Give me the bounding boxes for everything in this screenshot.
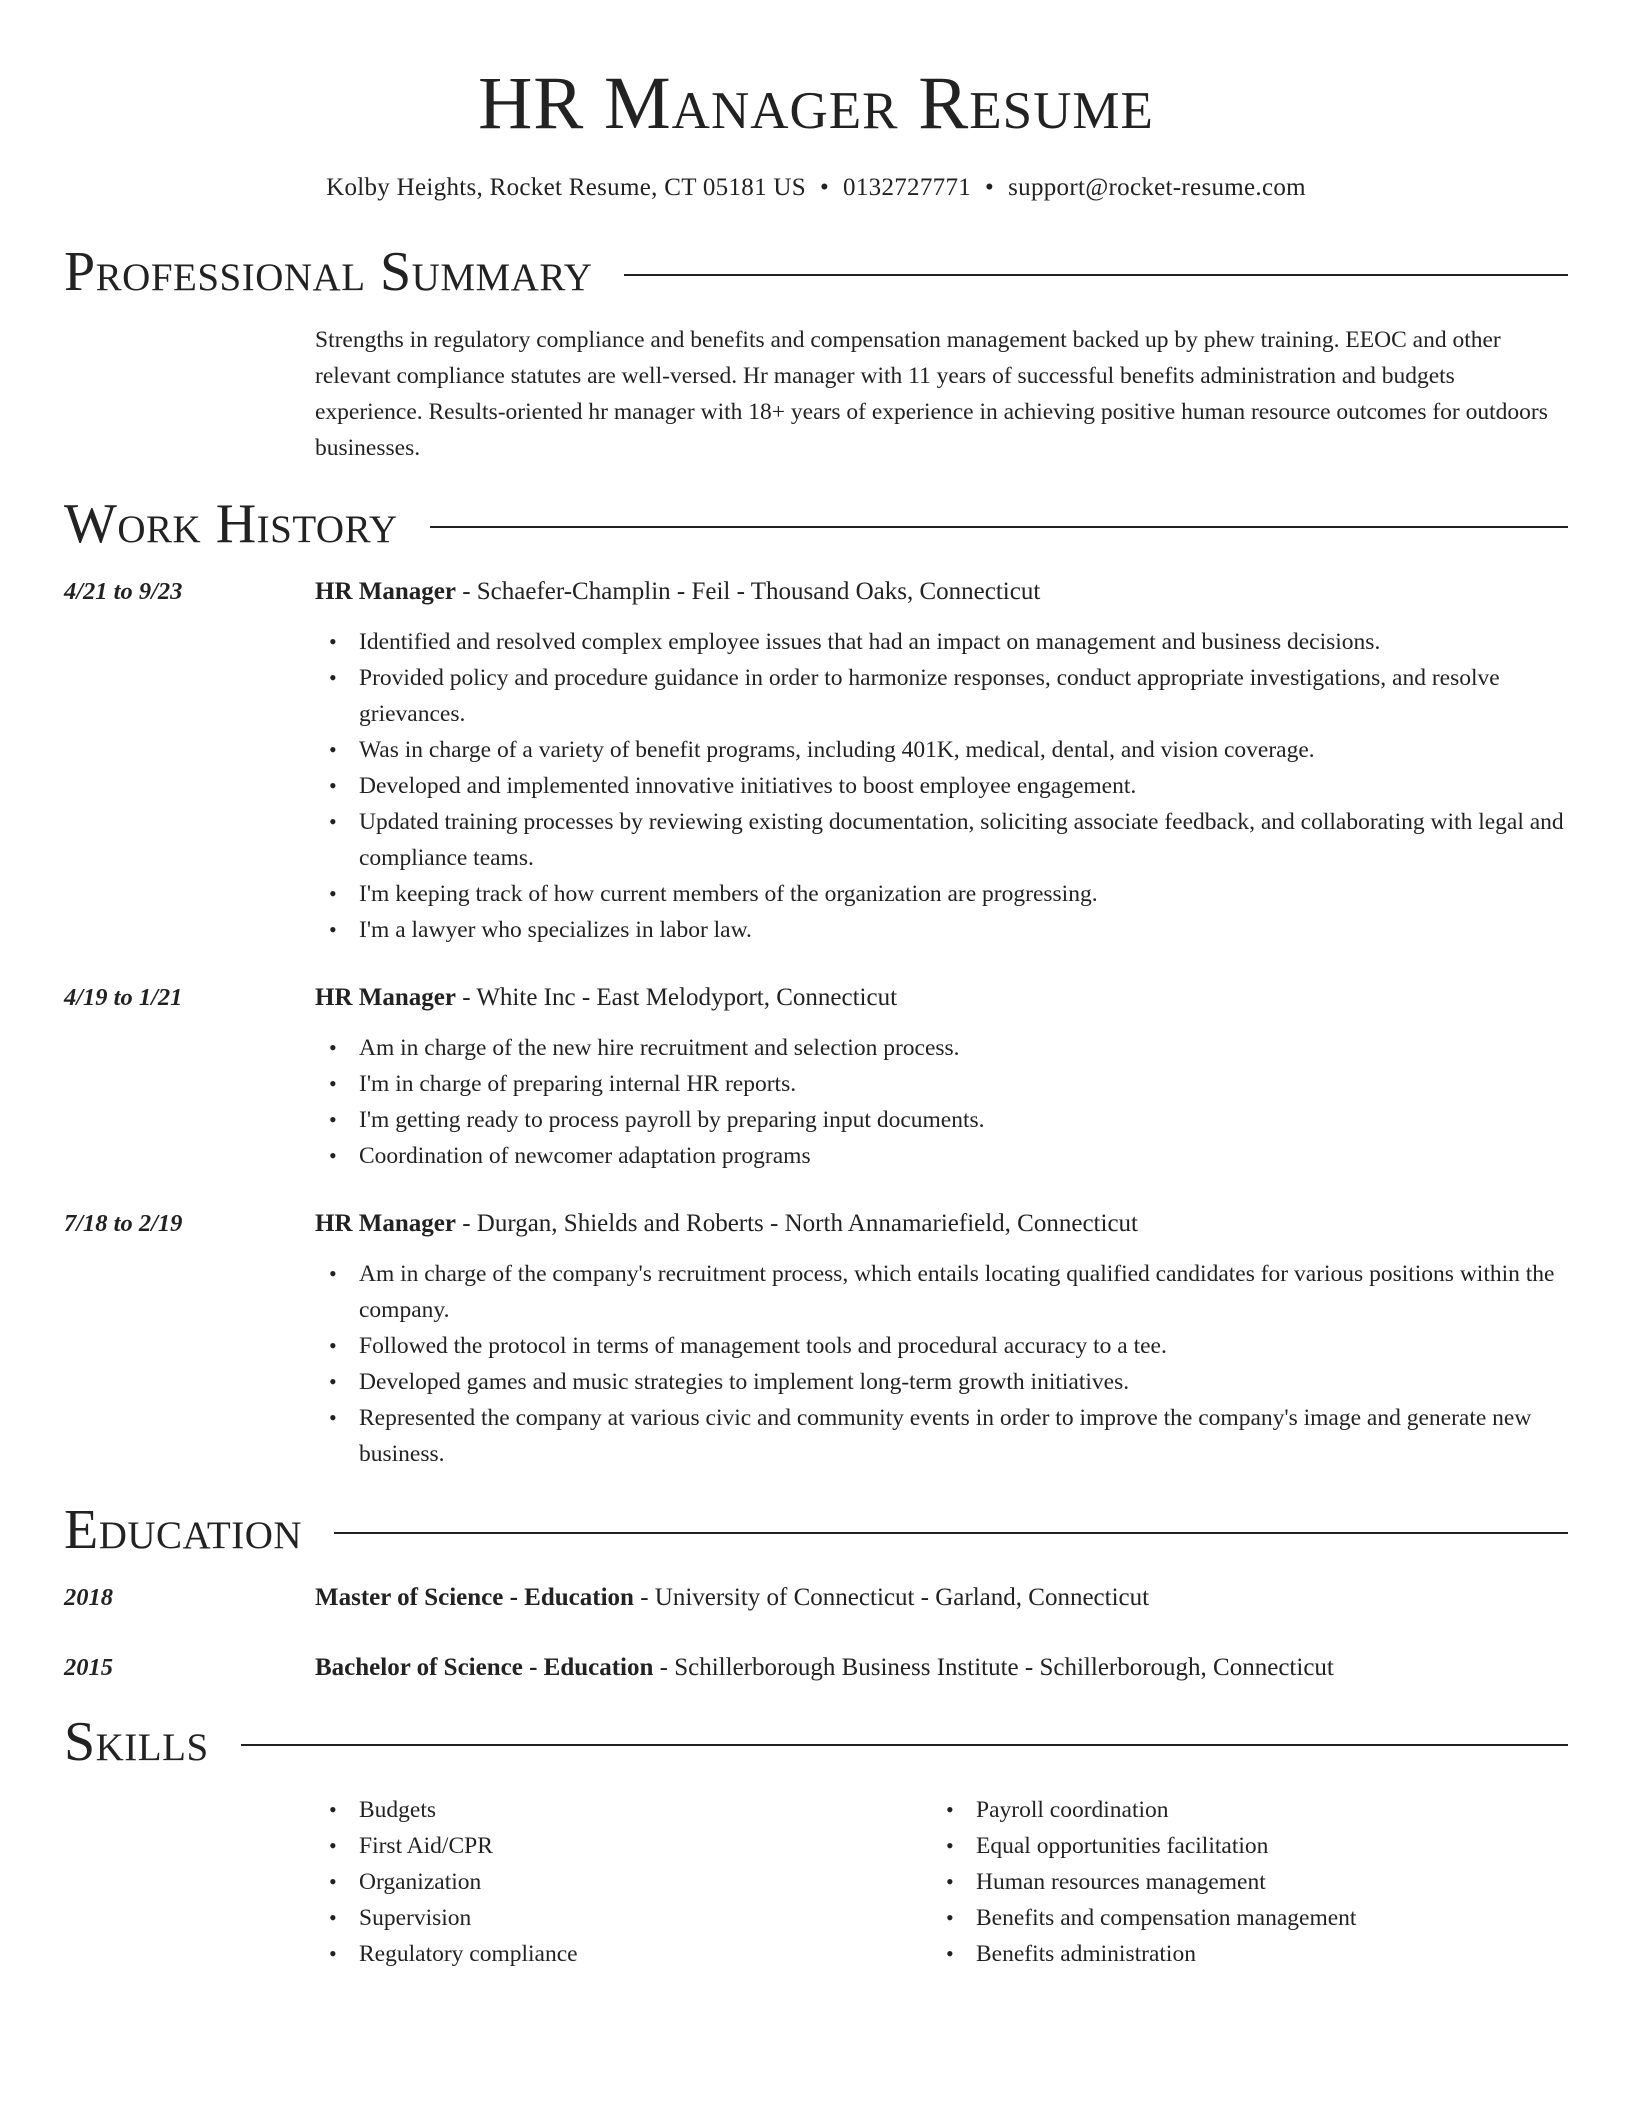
job-heading bbox=[315, 980, 1568, 1016]
job-bullet: • Developed games and music strategies to implement long-term growth initiatives. bbox=[315, 1364, 1568, 1400]
education-entry bbox=[64, 1650, 1568, 1686]
job-dates: 4/19 to 1/21 bbox=[64, 984, 183, 1011]
job-entry bbox=[64, 574, 1568, 948]
contact-address: Kolby Heights, Rocket Resume, CT 05181 US bbox=[326, 174, 806, 201]
contact-phone: 0132727771 bbox=[843, 174, 972, 201]
contact-line bbox=[64, 174, 1568, 202]
section-divider bbox=[241, 1744, 1568, 1746]
skills-column-left bbox=[315, 1792, 932, 1972]
section-title-education: Education bbox=[64, 1499, 303, 1561]
education-year: 2018 bbox=[64, 1584, 113, 1611]
job-heading bbox=[315, 574, 1568, 610]
job-bullets bbox=[315, 1256, 1568, 1472]
section-divider bbox=[334, 1532, 1568, 1534]
skill-item: • First Aid/CPR bbox=[315, 1828, 932, 1864]
skill-item: • Organization bbox=[315, 1864, 932, 1900]
contact-email[interactable]: support@rocket-resume.com bbox=[1008, 174, 1306, 201]
section-education-header bbox=[64, 1499, 1568, 1561]
job-bullet: • Followed the protocol in terms of management tools and procedural accuracy to a tee. bbox=[315, 1328, 1568, 1364]
education-degree: Master of Science - Education bbox=[315, 1584, 634, 1611]
job-bullet: • Am in charge of the new hire recruitment and selection process. bbox=[315, 1030, 1568, 1066]
education-details: - University of Connecticut - Garland, Connecticut bbox=[633, 1584, 1150, 1611]
section-divider bbox=[430, 526, 1568, 528]
job-details: - Schaefer-Champlin - Feil - Thousand Oaks, Connecticut bbox=[455, 578, 1041, 605]
skill-item: • Equal opportunities facilitation bbox=[932, 1828, 1549, 1864]
skill-item: • Human resources management bbox=[932, 1864, 1549, 1900]
education-details: - Schillerborough Business Institute - Schillerborough, Connecticut bbox=[653, 1654, 1334, 1681]
contact-separator: • bbox=[985, 174, 995, 201]
section-title-work: Work History bbox=[64, 493, 398, 555]
education-entry bbox=[64, 1580, 1568, 1616]
job-bullet: • Represented the company at various civic and community events in order to improve the company's image and generate new business. bbox=[315, 1400, 1568, 1472]
section-work-header bbox=[64, 493, 1568, 555]
job-bullet: • Developed and implemented innovative initiatives to boost employee engagement. bbox=[315, 768, 1568, 804]
job-bullet: • Updated training processes by reviewing existing documentation, soliciting associate feedback, and collaborating with legal and compliance teams. bbox=[315, 804, 1568, 876]
resume-title: HR Manager Resume bbox=[478, 62, 1154, 145]
resume-page bbox=[64, 0, 1568, 1972]
job-role: HR Manager bbox=[315, 578, 456, 605]
job-bullet: • I'm keeping track of how current members of the organization are progressing. bbox=[315, 876, 1568, 912]
skill-item: • Budgets bbox=[315, 1792, 932, 1828]
job-bullets bbox=[315, 1030, 1568, 1174]
skill-item: • Payroll coordination bbox=[932, 1792, 1549, 1828]
job-dates: 4/21 to 9/23 bbox=[64, 578, 183, 605]
skills-grid bbox=[315, 1792, 1568, 1972]
job-role: HR Manager bbox=[315, 984, 456, 1011]
job-entry bbox=[64, 1206, 1568, 1472]
section-skills-header bbox=[64, 1711, 1568, 1773]
job-entry bbox=[64, 980, 1568, 1174]
job-bullets bbox=[315, 624, 1568, 948]
work-history-list bbox=[64, 574, 1568, 1472]
job-bullet: • I'm in charge of preparing internal HR reports. bbox=[315, 1066, 1568, 1102]
section-title-skills: Skills bbox=[64, 1711, 209, 1773]
section-summary-header bbox=[64, 241, 1568, 303]
skills-column-right bbox=[932, 1792, 1549, 1972]
job-bullet: • Was in charge of a variety of benefit programs, including 401K, medical, dental, and vision coverage. bbox=[315, 732, 1568, 768]
job-bullet: • Identified and resolved complex employee issues that had an impact on management and business decisions. bbox=[315, 624, 1568, 660]
contact-separator: • bbox=[819, 174, 830, 201]
job-details: - White Inc - East Melodyport, Connecticut bbox=[455, 984, 898, 1011]
job-dates: 7/18 to 2/19 bbox=[64, 1210, 183, 1237]
job-role: HR Manager bbox=[315, 1210, 456, 1237]
skill-item: • Regulatory compliance bbox=[315, 1936, 932, 1972]
summary-text: Strengths in regulatory compliance and benefits and compensation management backed up by phew training. EEOC and other relevant compliance statutes are well-versed. Hr manager with 11 years of successful benefits administration and budgets experience. Results-oriented hr manager with 18+ years of experience in achieving positive human resource outcomes for outdoors businesses. bbox=[315, 327, 1548, 461]
skill-item: • Benefits administration bbox=[932, 1936, 1549, 1972]
job-details: - Durgan, Shields and Roberts - North Annamariefield, Connecticut bbox=[455, 1210, 1138, 1237]
job-bullet: • I'm getting ready to process payroll by preparing input documents. bbox=[315, 1102, 1568, 1138]
skill-item: • Benefits and compensation management bbox=[932, 1900, 1549, 1936]
job-bullet: • Am in charge of the company's recruitment process, which entails locating qualified candidates for various positions within the company. bbox=[315, 1256, 1568, 1328]
section-divider bbox=[624, 274, 1568, 276]
job-bullet: • I'm a lawyer who specializes in labor law. bbox=[315, 912, 1568, 948]
skill-item: • Supervision bbox=[315, 1900, 932, 1936]
job-bullet: • Provided policy and procedure guidance in order to harmonize responses, conduct appropriate investigations, and resolve grievances. bbox=[315, 660, 1568, 732]
job-bullet: • Coordination of newcomer adaptation programs bbox=[315, 1138, 1568, 1174]
education-year: 2015 bbox=[64, 1654, 113, 1681]
education-degree: Bachelor of Science - Education bbox=[315, 1654, 654, 1681]
section-title-summary: Professional Summary bbox=[64, 241, 593, 303]
job-heading bbox=[315, 1206, 1568, 1242]
